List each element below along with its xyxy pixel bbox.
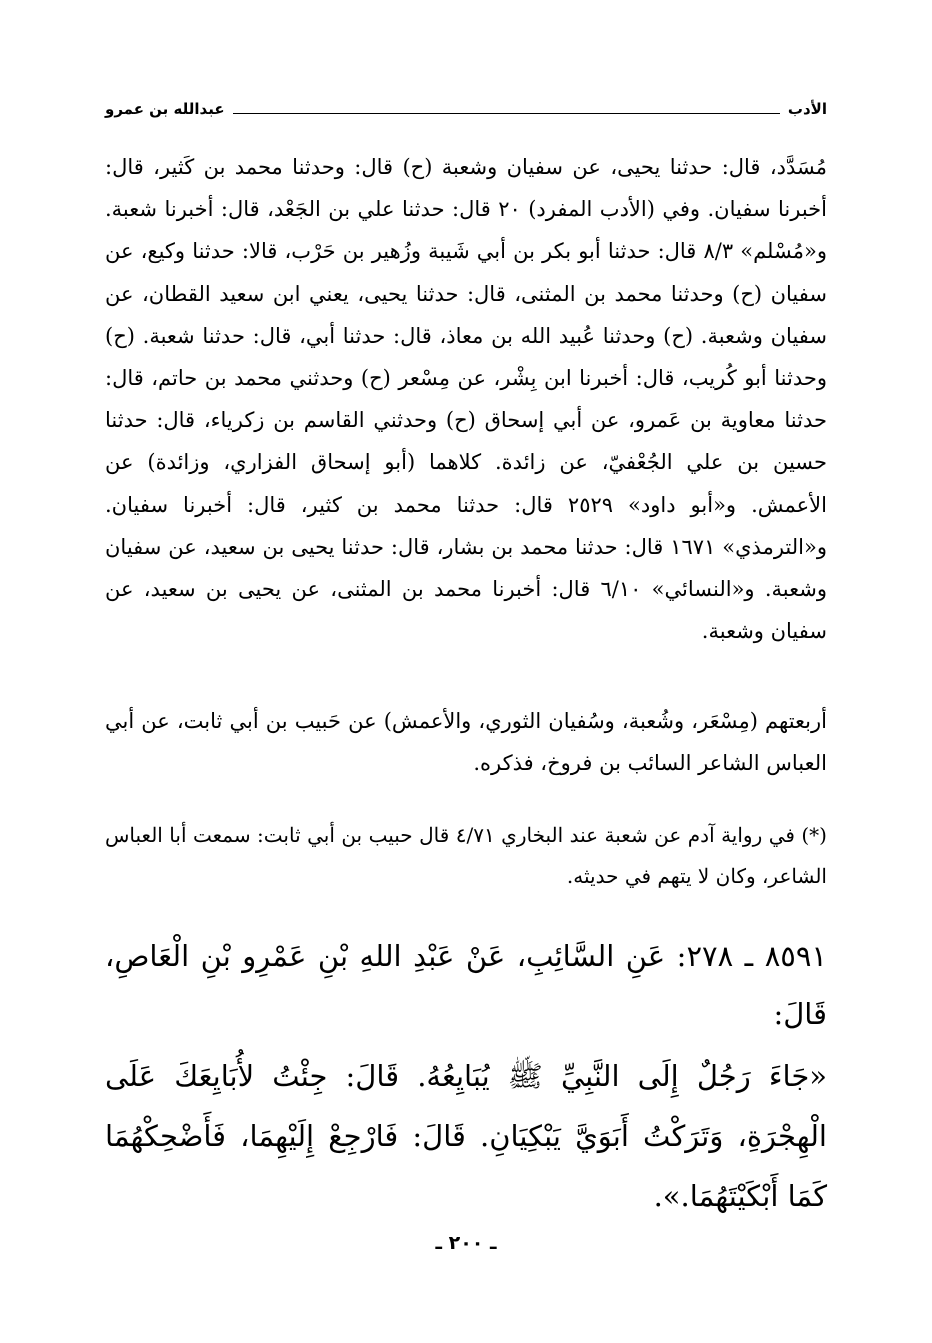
hadith-text: «جَاءَ رَجُلٌ إِلَى النَّبِيِّ ﷺ يُبَايِعُهُ. قَالَ: جِئْتُ لأُبَايِعَكَ عَلَى الْهِجْرَةِ، وَتَرَكْتُ أَبَوَيَّ يَبْكِيَانِ. قَالَ: فَارْجِعْ إِلَيْهِمَا، فَأَضْحِكْهُمَا كَمَا أَبْكَيْتَهُمَا.».	[105, 1059, 827, 1213]
header-rule	[233, 113, 780, 114]
section-title: عبدالله بن عمرو	[105, 100, 225, 118]
chapter-title: الأدب	[787, 100, 827, 118]
hadith-heading-block	[105, 927, 827, 1043]
page-number: ـ ٢٠٠ ـ	[435, 1232, 497, 1254]
chain-paragraph: أربعتهم (مِسْعَر، وشُعبة، وسُفيان الثوري، والأعمش) عن حَبيب بن أبي ثابت، عن أبي العباس الشاعر السائب بن فروخ، فذكره.	[105, 709, 827, 775]
hadith-heading: ٨٥٩١ ـ ٢٧٨: عَنِ السَّائِبِ، عَنْ عَبْدِ اللهِ بْنِ عَمْرِو بْنِ الْعَاصِ، قَالَ:	[105, 939, 827, 1031]
sources-paragraph: مُسَدَّد، قال: حدثنا يحيى، عن سفيان وشعبة (ح) قال: وحدثنا محمد بن كَثير، قال: أخبرنا سفيان. وفي (الأدب المفرد) ٢٠ قال: حدثنا علي بن الجَعْد، قال: أخبرنا شعبة. و«مُسْلم» ٨/٣ قال: حدثنا أبو بكر بن أبي شَيبة وزُهير بن حَرْب، قالا: حدثنا وكيع، عن سفيان (ح) وحدثنا محمد بن المثنى، قال: حدثنا يحيى، يعني ابن سعيد القطان، عن سفيان وشعبة. (ح) وحدثنا عُبيد الله بن معاذ، قال: حدثنا أبي، قال: حدثنا شعبة. (ح) وحدثنا أبو كُريب، قال: أخبرنا ابن بِشْر، عن مِسْعر (ح) وحدثني محمد بن حاتم، قال: حدثنا معاوية بن عَمرو، عن أبي إسحاق (ح) وحدثني القاسم بن زكرياء، قال: حدثنا حسين بن علي الجُعْفيّ، عن زائدة. كلاهما (أبو إسحاق الفزاري، وزائدة) عن الأعمش. و«أبو داود» ٢٥٢٩ قال: حدثنا محمد بن كثير، قال: أخبرنا سفيان. و«الترمذي» ١٦٧١ قال: حدثنا محمد بن بشار، قال: حدثنا يحيى بن سعيد، عن سفيان وشعبة. و«النسائي» ٦/١٠ قال: أخبرنا محمد بن المثنى، عن يحيى بن سعيد، عن سفيان وشعبة.	[105, 155, 827, 644]
sources-block	[105, 146, 827, 652]
running-header	[105, 96, 827, 122]
footnote-text: (*) في رواية آدم عن شعبة عند البخاري ٤/٧١ قال حبيب بن أبي ثابت: سمعت أبا العباس الشاعر، وكان لا يتهم في حديثه.	[105, 823, 827, 888]
hadith-text-block	[105, 1046, 827, 1226]
chain-block	[105, 700, 827, 784]
footnote-block	[105, 815, 827, 897]
